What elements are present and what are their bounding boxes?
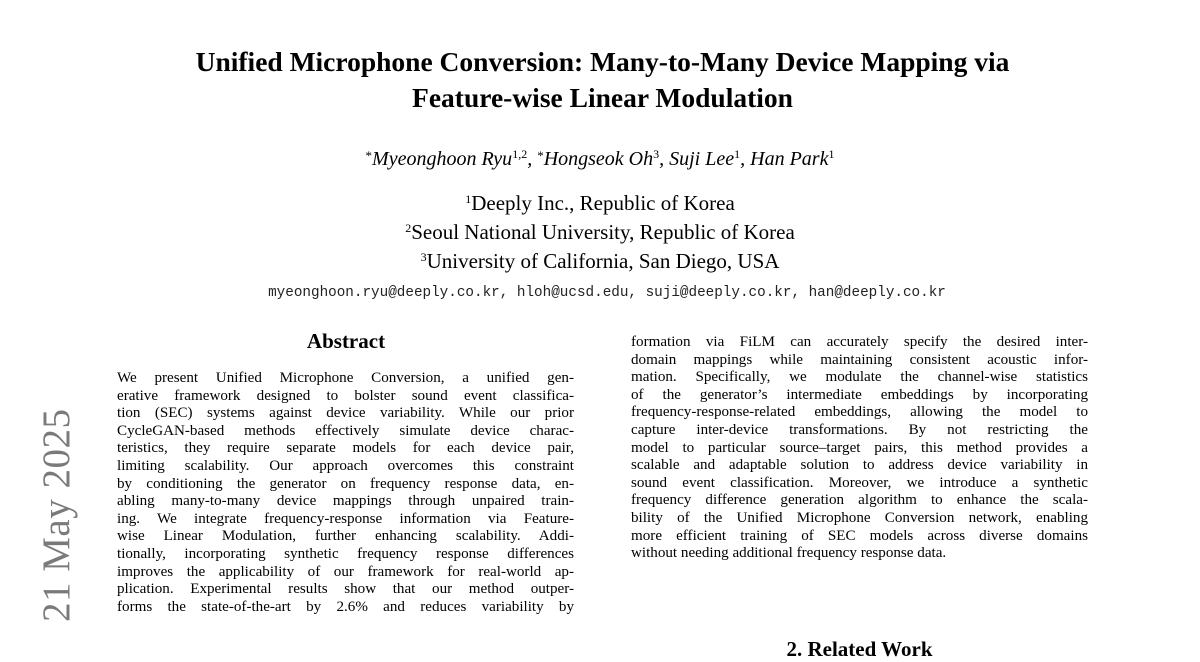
body-text-line: teristics, they require separate models for each device pair, [117,440,574,457]
affiliation-text: Deeply Inc., Republic of Korea [471,191,735,215]
affiliation-number: 3 [420,250,427,264]
affiliation-text: University of California, San Diego, USA [426,249,780,273]
body-text-line: sound event classification. Moreover, we introduce a synthetic [631,474,1088,491]
arxiv-date-text: 21 May 2025 [35,408,78,622]
author-name [669,148,740,170]
author-affiliation-marker: 1 [734,147,741,161]
affiliation-line [0,247,1200,276]
body-text-line: forms the state-of-the-art by 2.6% and reduces variability by [117,598,574,615]
paper-title [0,44,1200,116]
body-text-line: mation. Specifically, we modulate the channel-wise statistics [631,369,1088,386]
corresponding-marker: * [365,148,373,163]
author-affiliation-marker: 3 [653,147,660,161]
body-text-line: formation via FiLM can accurately specify the desired inter- [631,334,1088,350]
body-text-line: without needing additional frequency response data. [631,545,947,562]
affiliation-text: Seoul National University, Republic of Korea [411,220,795,244]
body-text-line: ing. We integrate frequency-response information via Feature- [117,510,574,527]
author-list [0,143,1200,172]
abstract-body-right-column [631,334,1088,563]
arxiv-date-stamp [28,408,76,648]
author-name-text: Hongseok Oh [543,148,654,170]
author-name-text: Han Park [750,148,829,170]
body-text-line: by conditioning the generator on frequency response data, en- [117,475,574,492]
body-text-line: erative framework designed to bolster sound event classifica- [117,387,574,404]
affiliation-line [0,218,1200,247]
affiliation-line [0,189,1200,218]
body-text-line: improves the applicability of our framework for real-world ap- [117,563,574,580]
author-separator: , [659,148,670,170]
author-name [537,148,659,170]
author-separator: , [740,148,751,170]
author-affiliation-marker: 1,2 [512,147,528,161]
email-list: myeonghoon.ryu@deeply.co.kr, hloh@ucsd.edu, suji@deeply.co.kr, han@deeply.co.kr [268,285,946,301]
author-name-text: Myeonghoon Ryu [372,148,513,170]
body-text-line: plication. Experimental results show that our method outper- [117,581,574,598]
author-name-text: Suji Lee [669,148,735,170]
body-text-line: frequency difference generation algorithm to enhance the scala- [631,492,1088,509]
body-text-line: more efficient training of SEC models across diverse domains [631,527,1088,544]
affiliation-list [0,189,1200,276]
body-text-line: tionally, incorporating synthetic frequency response differences [117,545,574,562]
body-text-line: domain mappings while maintaining consistent acoustic infor- [631,351,1088,368]
body-text-line: scalable and adaptable solution to address device variability in [631,457,1088,474]
body-text-line: bility of the Unified Microphone Conversion network, enabling [631,509,1088,526]
body-text-line: frequency-response-related embeddings, allowing the model to [631,404,1088,421]
author-separator: , [527,148,538,170]
corresponding-marker: * [537,148,544,163]
abstract-heading: Abstract [306,329,386,353]
body-text-line: We present Unified Microphone Conversion, a unified gen- [117,370,574,386]
affiliation-number: 2 [405,221,412,235]
body-text-line: limiting scalability. Our approach overcomes this constraint [117,457,574,474]
paper-title-line-2: Feature-wise Linear Modulation [412,82,793,113]
body-text-line: wise Linear Modulation, further enhancing scalability. Addi- [117,528,574,545]
abstract-body-left-column [117,370,574,616]
paper-title-line-1: Unified Microphone Conversion: Many-to-Many Device Mapping via [195,46,1010,77]
body-text-line: CycleGAN-based methods effectively simulate device charac- [117,422,574,439]
body-text-line: tion (SEC) systems against device variability. While our prior [117,405,574,422]
author-affiliation-marker: 1 [828,147,835,161]
body-text-line: abling many-to-many device mappings through unpaired train- [117,493,574,510]
body-text-line: model to particular source–target pairs, this method provides a [631,439,1088,456]
section-heading-related-work: 2. Related Work [786,637,933,661]
author-name [366,148,528,170]
affiliation-number: 1 [465,192,472,206]
body-text-line: of the generator’s intermediate embeddings by incorporating [631,386,1088,403]
body-text-line: capture inter-device transformations. By not restricting the [631,421,1088,438]
author-name [750,148,834,170]
